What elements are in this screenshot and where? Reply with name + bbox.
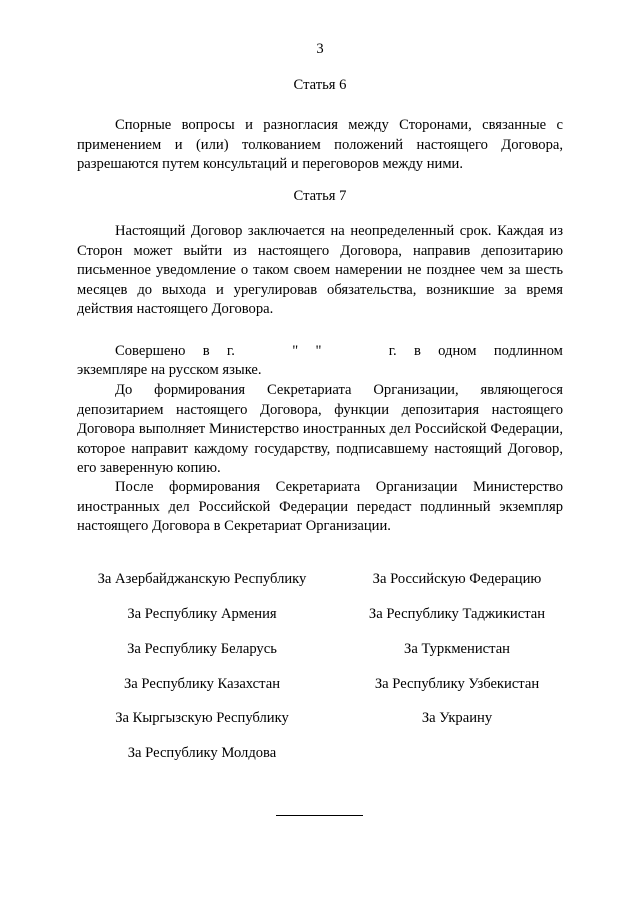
signatory-tajikistan: За Республику Таджикистан [368, 606, 546, 622]
done-word: Совершено [115, 343, 186, 359]
article-6-text: Спорные вопросы и разногласия между Сторонами, связанные с применением и (или) толкованием положений настоящего Договора, разрешаются путем консультаций и переговоров между ними. [77, 117, 563, 173]
signatory-russia: За Российскую Федерацию [372, 571, 542, 587]
quote-close: " [315, 343, 322, 359]
depositary-text: До формирования Секретариата Организации, являющегося депозитарием настоящего Договора, функции депозитария настоящего Договора выполняет Министерство иностранных дел Российской Федерации, которое направит каждому государству, подписавшему настоящий Договор, его заверенную копию. [77, 382, 563, 477]
done-at-continuation: экземпляре на русском языке. [77, 362, 262, 378]
signatory-kyrgyzstan: За Кыргызскую Республику [115, 710, 289, 726]
quote-open: " [292, 343, 299, 359]
signatory-uzbekistan: За Республику Узбекистан [374, 676, 540, 692]
done-word: в [413, 343, 421, 359]
signatory-kazakhstan: За Республику Казахстан [123, 676, 281, 692]
done-word: г. [226, 343, 235, 359]
signatory-azerbaijan: За Азербайджанскую Республику [97, 571, 307, 587]
done-word: г. [388, 343, 397, 359]
signatory-moldova: За Республику Молдова [127, 745, 277, 761]
signatory-turkmenistan: За Туркменистан [404, 641, 510, 657]
signatory-ukraine: За Украину [421, 710, 493, 726]
after-secretariat-text: После формирования Секретариата Организации Министерство иностранных дел Российской Федерации передаст подлинный экземпляр настоящего Договора в Секретариат Организации. [77, 479, 563, 535]
done-word: в [202, 343, 210, 359]
article-6-heading: Статья 6 [293, 77, 347, 93]
article-7-heading: Статья 7 [293, 188, 347, 204]
signatory-belarus: За Республику Беларусь [127, 641, 277, 657]
done-at-line [77, 342, 563, 362]
article-7-text: Настоящий Договор заключается на неопределенный срок. Каждая из Сторон может выйти из настоящего Договора, направив депозитарию письменное уведомление о таком своем намерении не позднее чем за шесть месяцев до выхода и урегулировав обязательства, возникшие за время действия настоящего Договора. [77, 223, 563, 318]
page-number: 3 [316, 41, 324, 57]
end-of-document-divider [276, 815, 363, 816]
done-word: одном [438, 343, 477, 359]
done-word: подлинном [493, 343, 563, 359]
signatory-armenia: За Республику Армения [127, 606, 277, 622]
